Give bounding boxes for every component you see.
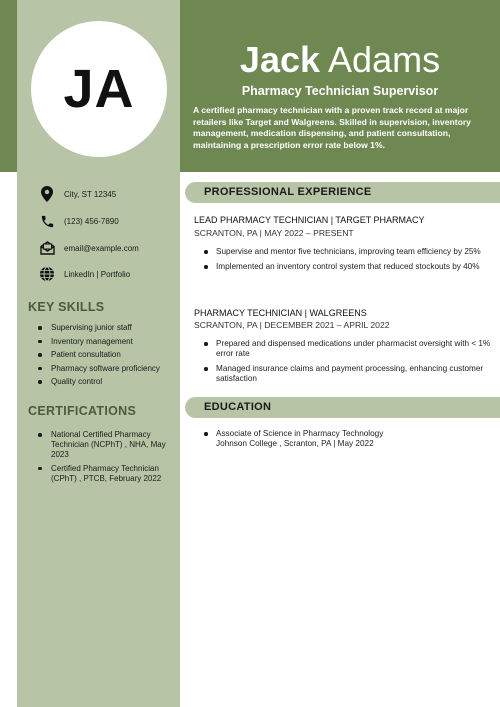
globe-icon [38,265,56,283]
experience-heading: PROFESSIONAL EXPERIENCE [204,186,372,198]
job-1-bullets [203,247,493,277]
certifications-list [38,430,173,487]
first-name: Jack [239,39,321,80]
contact-phone [38,212,178,230]
links-text[interactable]: LinkedIn | Portfolio [64,269,131,279]
candidate-name [190,40,490,80]
key-skills-heading: KEY SKILLS [28,300,105,314]
job-2-bullets [203,339,493,389]
job-1-bullet: Implemented an inventory control system that reduced stockouts by 40% [203,262,493,272]
education-list [203,429,493,454]
school-text: Johnson College , Scranton, PA | May 2022 [216,439,374,448]
map-pin-icon [38,185,56,203]
skill-item: Supervising junior staff [38,323,160,333]
education-item [203,429,493,449]
key-skills-list [38,323,160,391]
skill-item: Patient consultation [38,350,160,360]
skill-item: Inventory management [38,337,160,347]
phone-icon [38,212,56,230]
job-1-title: LEAD PHARMACY TECHNICIAN | TARGET PHARMACY [194,215,425,225]
certification-item: Certified Pharmacy Technician (CPhT) , PTCB, February 2022 [38,464,173,484]
contact-location [38,185,178,203]
certification-item: National Certified Pharmacy Technician (NCPhT) , NHA, May 2023 [38,430,173,460]
skill-item: Quality control [38,377,160,387]
contact-links[interactable] [38,265,178,283]
job-2-meta: SCRANTON, PA | DECEMBER 2021 – APRIL 2022 [194,320,390,330]
phone-text: (123) 456-7890 [64,216,119,226]
job-role-title: Pharmacy Technician Supervisor [241,84,439,98]
last-name: Adams [328,39,441,80]
contact-email[interactable] [38,239,178,257]
monogram-initials: JA [63,59,135,119]
location-text: City, ST 12345 [64,189,117,199]
email-icon [38,239,56,257]
experience-heading-bar [185,182,500,203]
education-heading: EDUCATION [204,401,272,413]
job-1-meta: SCRANTON, PA | MAY 2022 – PRESENT [194,228,354,238]
degree-text: Associate of Science in Pharmacy Technology [216,429,384,438]
email-text[interactable]: email@example.com [64,243,139,253]
monogram-circle [31,21,167,157]
job-2-bullet: Prepared and dispensed medications under pharmacist oversight with < 1% error rate [203,339,493,359]
education-heading-bar [185,397,500,418]
skill-item: Pharmacy software proficiency [38,364,160,374]
job-1-bullet: Supervise and mentor five technicians, improving team efficiency by 25% [203,247,493,257]
profile-summary: A certified pharmacy technician with a proven track record at major retailers like Target and Walgreens. Skilled in supervision, inventory management, medication dispensing, and patient consultation, maintaining a prescription error rate below 1%. [193,105,471,150]
job-2-bullet: Managed insurance claims and payment processing, enhancing customer satisfaction [203,364,493,384]
job-2-title: PHARMACY TECHNICIAN | WALGREENS [194,308,367,318]
certifications-heading: CERTIFICATIONS [28,404,137,418]
